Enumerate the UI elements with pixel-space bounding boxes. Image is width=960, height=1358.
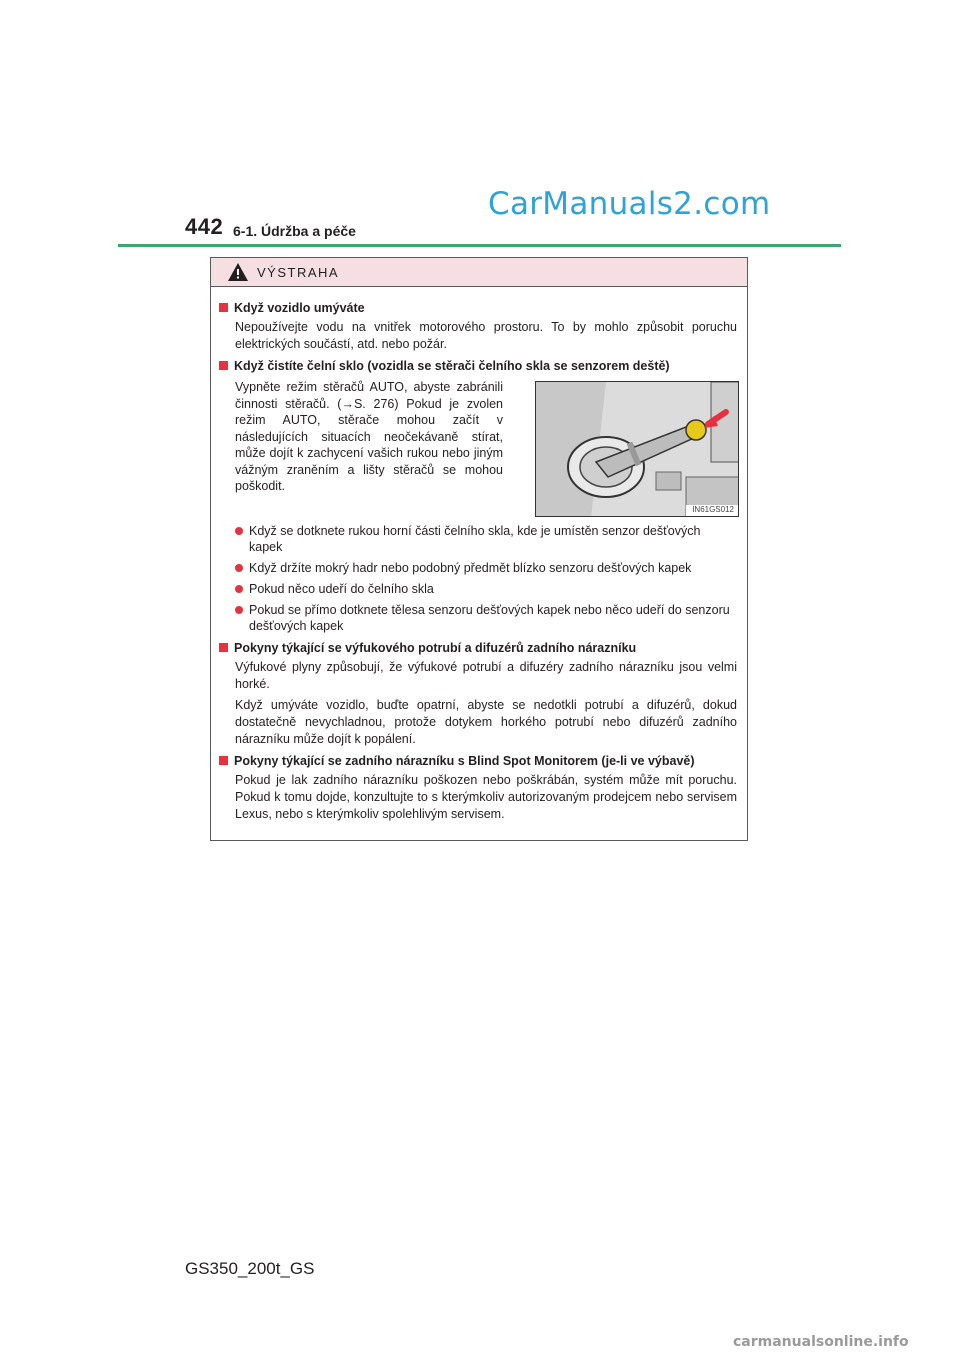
round-bullet-icon xyxy=(235,527,243,535)
warning-box xyxy=(210,257,748,841)
rain-sensor-block xyxy=(219,379,737,517)
watermark-bottom[interactable]: carmanualsonline.info xyxy=(733,1334,909,1350)
section-heading-exhaust: Pokyny týkající se výfukového potrubí a difuzérů zadního nárazníku xyxy=(219,639,737,657)
list-item: Pokud se přímo dotknete tělesa senzoru dešťových kapek nebo něco udeří do senzoru dešťových kapek xyxy=(235,602,737,634)
model-code: GS350_200t_GS xyxy=(185,1259,315,1278)
section-heading-bumper: Pokyny týkající se zadního nárazníku s Blind Spot Monitorem (je-li ve výbavě) xyxy=(219,752,737,770)
paragraph-auto-wiper: Vypněte režim stěračů AUTO, abyste zabránili činnosti stěračů. (→S. 276) Pokud je zvolen režim AUTO, stěrače mohou začít v následujících situacích neočekávaně stírat, může dojít k zachycení vašich rukou nebo jiným vážným zraněním a lišty stěračů se mohou poškodit. xyxy=(235,380,503,493)
list-item: Když držíte mokrý hadr nebo podobný předmět blízko senzoru dešťových kapek xyxy=(235,560,737,576)
section-title: 6-1. Údržba a péče xyxy=(233,223,356,239)
section-heading-washing: Když vozidlo umýváte xyxy=(219,299,737,317)
warning-title: VÝSTRAHA xyxy=(257,264,340,280)
watermark-top[interactable]: CarManuals2.com xyxy=(488,186,771,222)
paragraph-washing: Nepoužívejte vodu na vnitřek motorového prostoru. To by mohlo způsobit poruchu elektrických součástí, atd. nebo požár. xyxy=(235,320,737,351)
square-bullet-icon xyxy=(219,643,228,652)
paragraph-exhaust-burn: Když umýváte vozidlo, buďte opatrní, abyste se nedotkli potrubí a difuzérů, dokud dostatečně nevychladnou, protože dotykem horkého potrubí nebo difuzérů zadního nárazníku může dojít k popálení. xyxy=(235,698,737,746)
warning-body xyxy=(211,287,747,823)
square-bullet-icon xyxy=(219,361,228,370)
round-bullet-icon xyxy=(235,585,243,593)
list-item: Pokud něco udeří do čelního skla xyxy=(235,581,737,597)
section-heading-windshield: Když čistíte čelní sklo (vozidla se stěrači čelního skla se senzorem deště) xyxy=(219,357,737,375)
wiper-lever-image xyxy=(536,382,739,517)
square-bullet-icon xyxy=(219,756,228,765)
image-code-label: IN61GS012 xyxy=(692,505,734,514)
rain-sensor-bullet-list xyxy=(219,523,737,634)
header-rule xyxy=(118,244,841,247)
paragraph-bumper: Pokud je lak zadního nárazníku poškozen nebo poškrábán, systém může mít poruchu. Pokud k tomu dojde, konzultujte to s kterýmkoliv autorizovaným prodejcem nebo servisem Lexus, nebo s kterýmkoliv spolehlivým servisem. xyxy=(235,773,737,821)
paragraph-exhaust-hot: Výfukové plyny způsobují, že výfukové potrubí a difuzéry zadního nárazníku jsou velmi horké. xyxy=(235,660,737,691)
round-bullet-icon xyxy=(235,564,243,572)
wiper-switch-illustration xyxy=(535,381,739,517)
page-number: 442 xyxy=(185,214,224,239)
square-bullet-icon xyxy=(219,303,228,312)
warning-header xyxy=(211,258,747,287)
warning-triangle-icon xyxy=(227,262,249,282)
list-item: Když se dotknete rukou horní části čelního skla, kde je umístěn senzor dešťových kapek xyxy=(235,523,737,555)
round-bullet-icon xyxy=(235,606,243,614)
